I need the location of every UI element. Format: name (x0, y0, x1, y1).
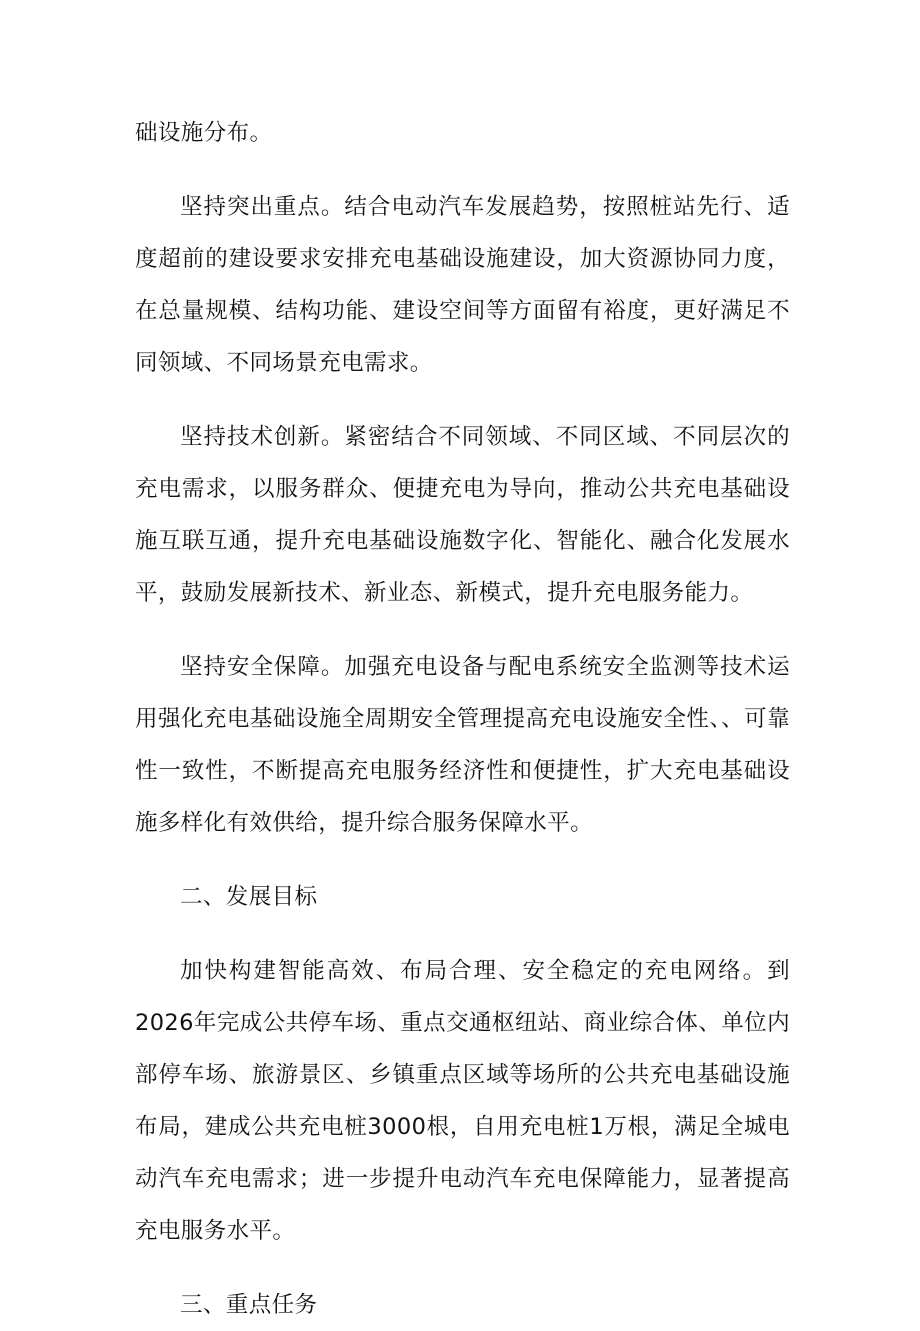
paragraph-continuation: 础设施分布。 (135, 120, 273, 146)
paragraph-focus: 坚持突出重点。结合电动汽车发展趋势，按照桩站先行、适度超前的建设要求安排充电基础设施建设，加大资源协同力度，在总量规模、结构功能、建设空间等方面留有裕度，更好满足不同领域、不同场景充电需求。 (135, 194, 790, 376)
document-body (135, 107, 790, 1331)
paragraph-innovation: 坚持技术创新。紧密结合不同领域、不同区域、不同层次的充电需求，以服务群众、便捷充电为导向，推动公共充电基础设施互联互通，提升充电基础设施数字化、智能化、融合化发展水平，鼓励发展新技术、新业态、新模式，提升充电服务能力。 (135, 424, 790, 606)
paragraph-safety: 坚持安全保障。加强充电设备与配电系统安全监测等技术运用强化充电基础设施全周期安全管理提高充电设施安全性、、可靠性一致性，不断提高充电服务经济性和便捷性，扩大充电基础设施多样化有效供给，提升综合服务保障水平。 (135, 654, 790, 836)
section-heading-goals: 二、发展目标 (180, 884, 318, 910)
section-heading-tasks: 三、重点任务 (180, 1292, 318, 1318)
paragraph-goals: 加快构建智能高效、布局合理、安全稳定的充电网络。到2026年完成公共停车场、重点交通枢纽站、商业综合体、单位内部停车场、旅游景区、乡镇重点区域等场所的公共充电基础设施布局，建成公共充电桩3000根，自用充电桩1万根，满足全城电动汽车充电需求；进一步提升电动汽车充电保障能力，显著提高充电服务水平。 (135, 958, 790, 1244)
